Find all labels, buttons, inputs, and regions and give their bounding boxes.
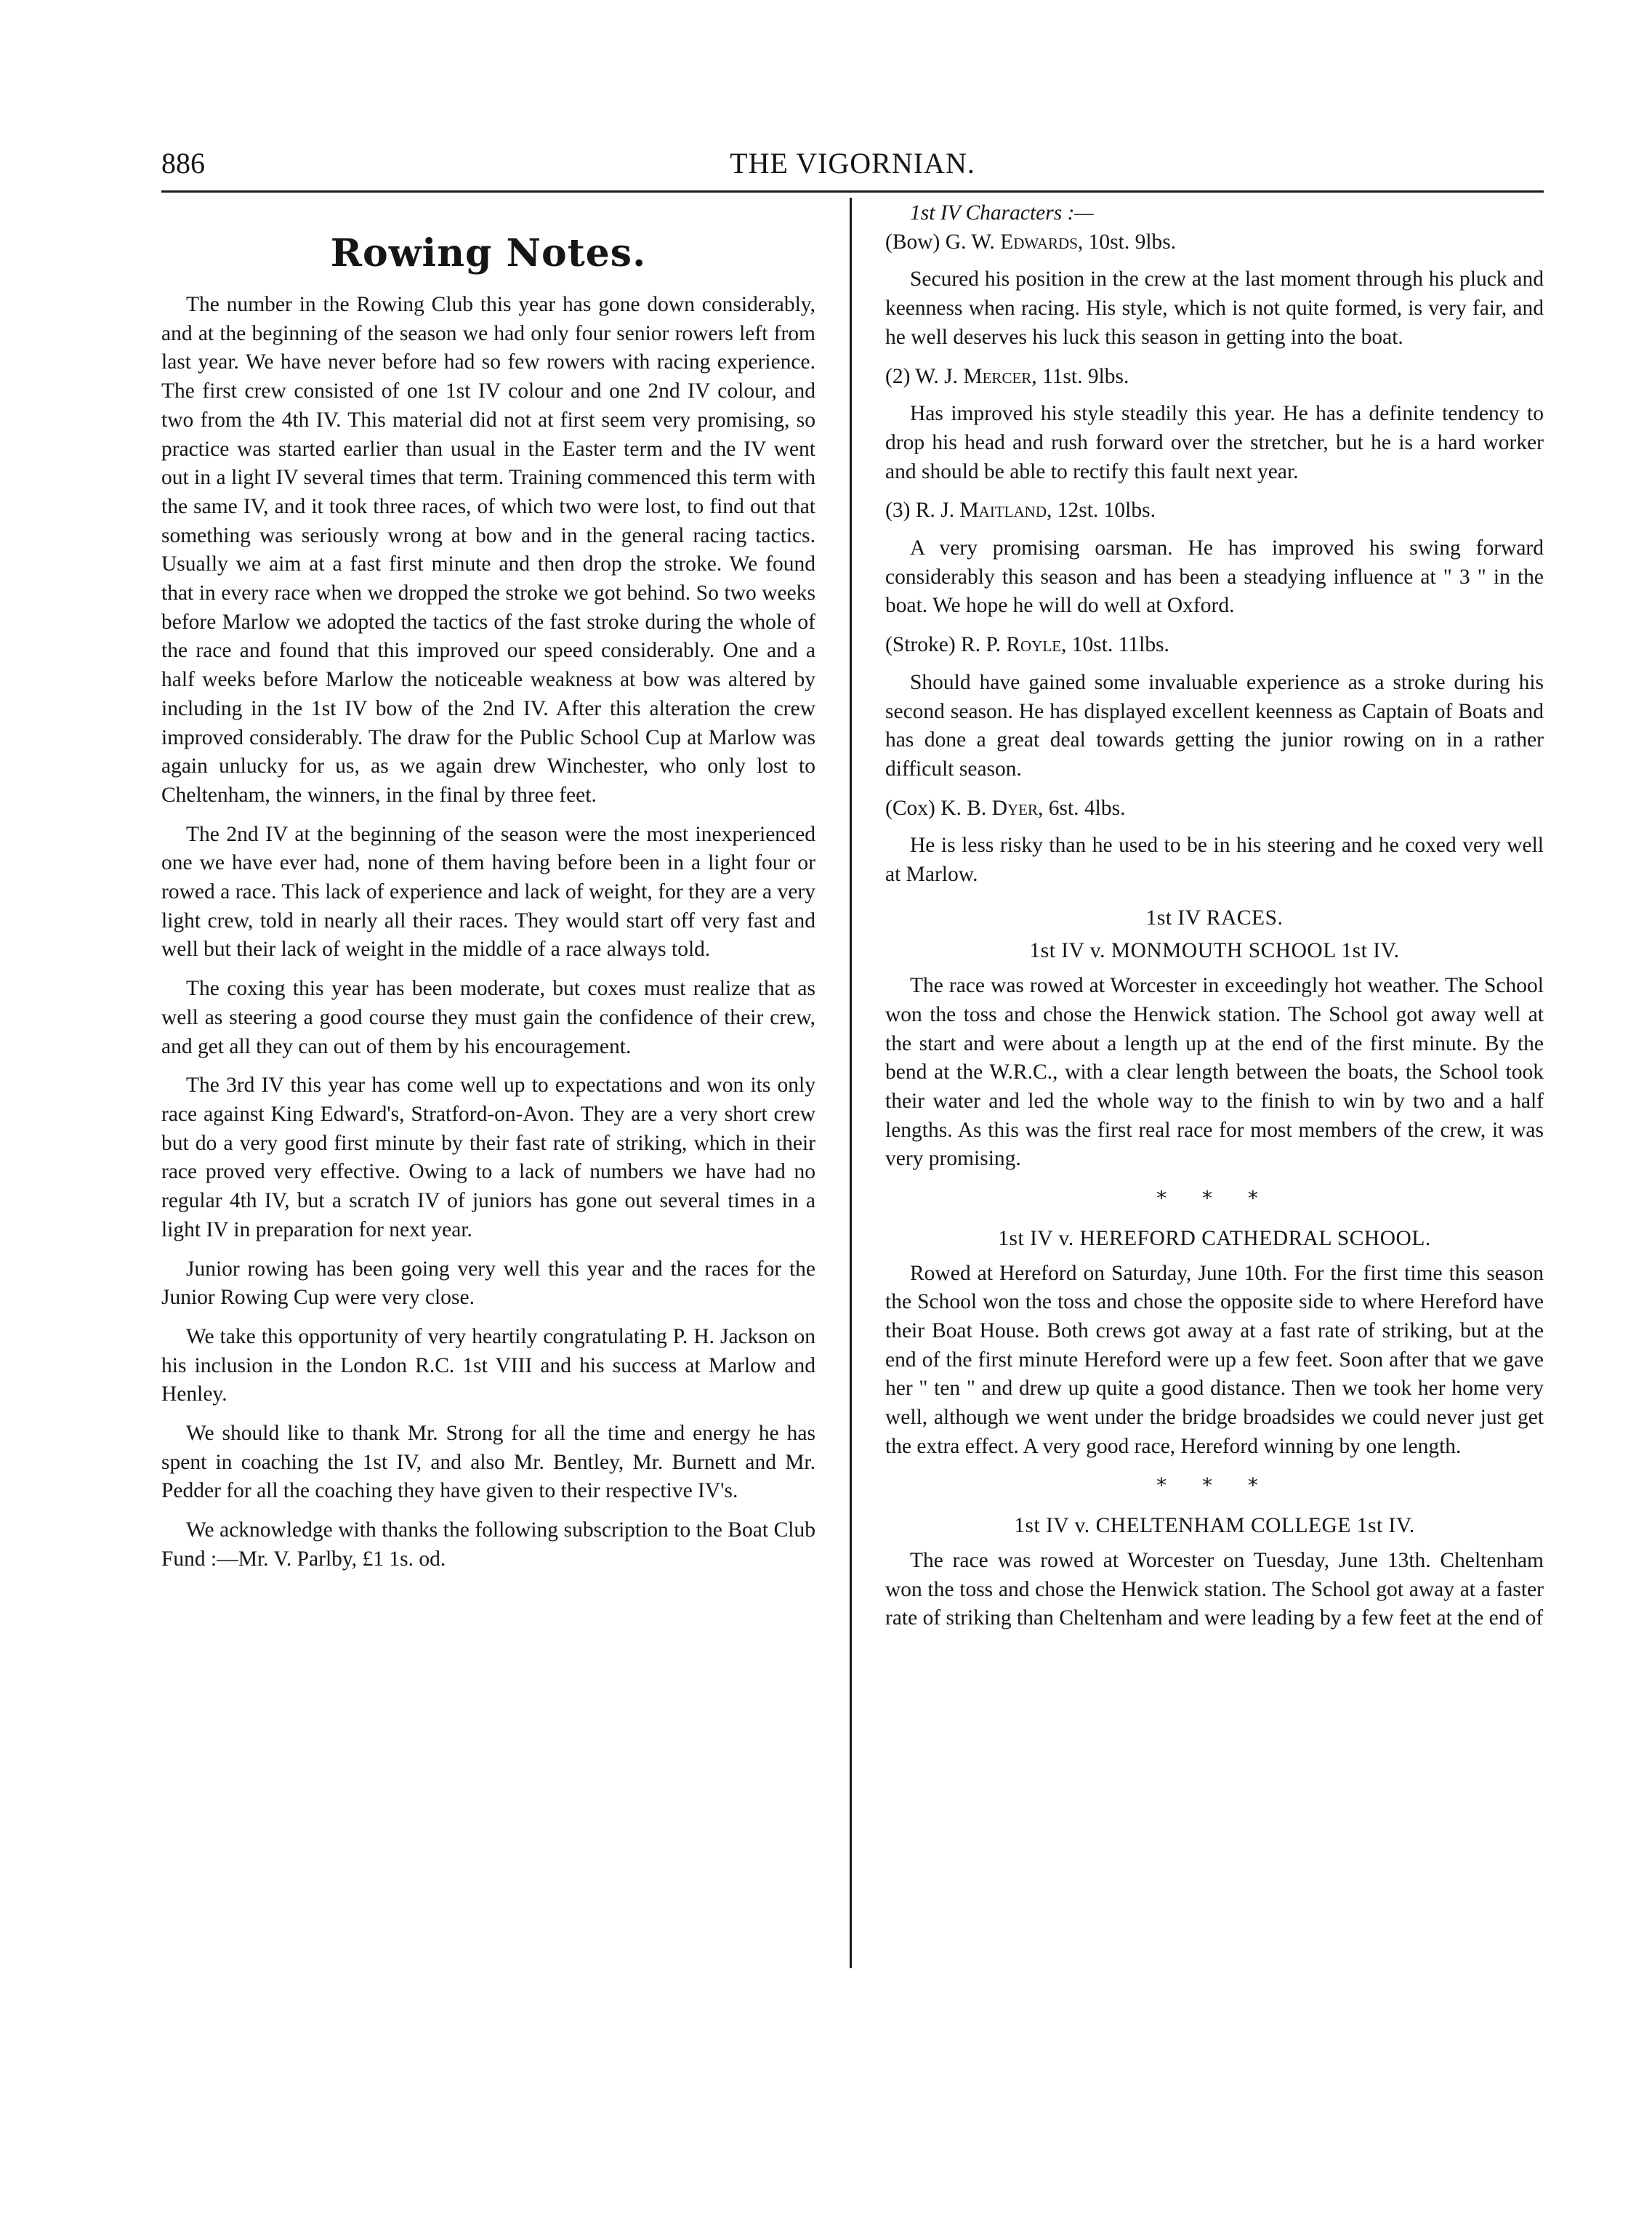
paragraph: The coxing this year has been moderate, but coxes must realize that as well as steering a good course they must gain the confidence of their crew, and get all they can out of them by his encouragement. xyxy=(161,977,815,1058)
article-title: Rowing Notes. xyxy=(330,231,647,275)
character-description: He is less risky than he used to be in his steering and he coxed very well at Marlow. xyxy=(885,834,1544,887)
section-separator: * * * xyxy=(1156,1473,1273,1498)
paragraph: The 3rd IV this year has come well up to expectations and won its only race against King Edward's, Stratford-on-Avon. They are a very short crew but do a very good first minute by their fast rate of striking, which in their race proved very effective. Owing to a lack of numbers we have had no regular 4th IV, but a scratch IV of juniors has gone out several times in a light IV in preparation for next year. xyxy=(161,1074,815,1241)
character-description: Has improved his style steadily this year. He has a definite tendency to drop his head and rush forward over the stretcher, but he is a hard worker and should be able to rectify this fault next year. xyxy=(885,402,1544,483)
character-description: Secured his position in the crew at the last moment through his pluck and keenness when racing. His style, which is not quite formed, is very fair, and he well deserves his luck this season in getting into the boat. xyxy=(885,267,1544,349)
races-heading: 1st IV RACES. xyxy=(1145,906,1284,930)
character-name: (Cox) K. B. Dyer, 6st. 4lbs. xyxy=(885,796,1126,820)
section-separator: * * * xyxy=(1156,1186,1273,1211)
race-heading: 1st IV v. CHELTENHAM COLLEGE 1st IV. xyxy=(1014,1514,1415,1538)
character-name: (3) R. J. Maitland, 12st. 10lbs. xyxy=(885,499,1156,523)
header-rule xyxy=(161,190,1544,193)
paragraph: Junior rowing has been going very well this year and the races for the Junior Rowing Cup were very close. xyxy=(161,1257,815,1310)
paragraph: We should like to thank Mr. Strong for all the time and energy he has spent in coaching the 1st IV, and also Mr. Bentley, Mr. Burnett and Mr. Pedder for all the coaching they have given to their respective IV's. xyxy=(161,1422,815,1503)
journal-title: THE VIGORNIAN. xyxy=(730,147,975,180)
right-column xyxy=(885,199,1544,1643)
character-description: Should have gained some invaluable experience as a stroke during his second season. He has displayed excellent keenness as Captain of Boats and has done a great deal towards getting the junior rowing on in a rather difficult season. xyxy=(885,670,1544,781)
character-name: (2) W. J. Mercer, 11st. 9lbs. xyxy=(885,364,1129,388)
character-name: (Bow) G. W. Edwards, 10st. 9lbs. xyxy=(885,230,1177,254)
left-column xyxy=(161,231,815,1584)
race-report: Rowed at Hereford on Saturday, June 10th. For the first time this season the School won the toss and chose the opposite side to where Hereford have their Boat House. Both crews got away at a fast rate of striking, but at the end of the first minute Hereford were up a few feet. Soon after that we gave her " ten " and drew up quite a good distance. Then we took her home very well, although we went under the bridge broadsides we could never just get the extra effect. A very good race, Hereford winning by one length. xyxy=(885,1261,1544,1458)
character-description: A very promising oarsman. He has improved his swing forward considerably this season and has been a steadying influence at " 3 " in the boat. We hope he will do well at Oxford. xyxy=(885,536,1544,618)
page-number: 886 xyxy=(161,147,205,180)
characters-heading: 1st IV Characters :— xyxy=(910,201,1094,225)
race-heading: 1st IV v. HEREFORD CATHEDRAL SCHOOL. xyxy=(998,1226,1431,1250)
paragraph: We acknowledge with thanks the following subscription to the Boat Club Fund :—Mr. V. Parlby, £1 1s. od. xyxy=(161,1518,815,1571)
race-report: The race was rowed at Worcester on Tuesday, June 13th. Cheltenham won the toss and chose the Henwick station. The School got away at a faster rate of striking than Cheltenham and were leading by a few feet at the end of xyxy=(885,1548,1544,1630)
paragraph: The 2nd IV at the beginning of the season were the most inexperienced one we have ever had, none of them having before been in a light four or rowed a race. This lack of experience and lack of weight, for they are a very light crew, told in nearly all their races. They would start off very fast and well but their lack of weight in the middle of a race always told. xyxy=(161,822,815,962)
paragraph: The number in the Rowing Club this year has gone down considerably, and at the beginning of the season we had only four senior rowers left from last year. We have never before had so few rowers with racing experience. The first crew consisted of one 1st IV colour and one 2nd IV colour, and two from the 4th IV. This material did not at first seem very promising, so practice was started earlier than usual in the Easter term and the IV went out in a light IV several times that term. Training commenced this term with the same IV, and it took three races, of which two were lost, to find out that something was seriously wrong at bow and in the general racing tactics. Usually we aim at a fast first minute and then drop the stroke. We found that in every race when we dropped the stroke we got behind. So two weeks before Marlow we adopted the tactics of the fast stroke during the whole of the race and found that this improved our speed considerably. One and a half weeks before Marlow the noticeable weakness at bow was altered by including in the 1st IV bow of the 2nd IV. After this alteration the crew improved considerably. The draw for the Public School Cup at Marlow was again unlucky for us, as we again drew Winchester, who only lost to Cheltenham, the winners, in the final by three feet. xyxy=(161,293,815,807)
race-report: The race was rowed at Worcester in exceedingly hot weather. The School won the toss and chose the Henwick station. The School got away well at the start and were about a length up at the end of the first minute. By the bend at the W.R.C., with a clear length between the boats, the School took their water and led the whole way to the finish to win by two and a half lengths. As this was the first real race for most members of the crew, it was very promising. xyxy=(885,974,1544,1171)
column-divider xyxy=(850,198,852,1968)
page-header xyxy=(161,145,1544,196)
race-heading: 1st IV v. MONMOUTH SCHOOL 1st IV. xyxy=(1029,939,1400,963)
paragraph: We take this opportunity of very heartily congratulating P. H. Jackson on his inclusion in the London R.C. 1st VIII and his success at Marlow and Henley. xyxy=(161,1324,815,1406)
character-name: (Stroke) R. P. Royle, 10st. 11lbs. xyxy=(885,633,1169,657)
